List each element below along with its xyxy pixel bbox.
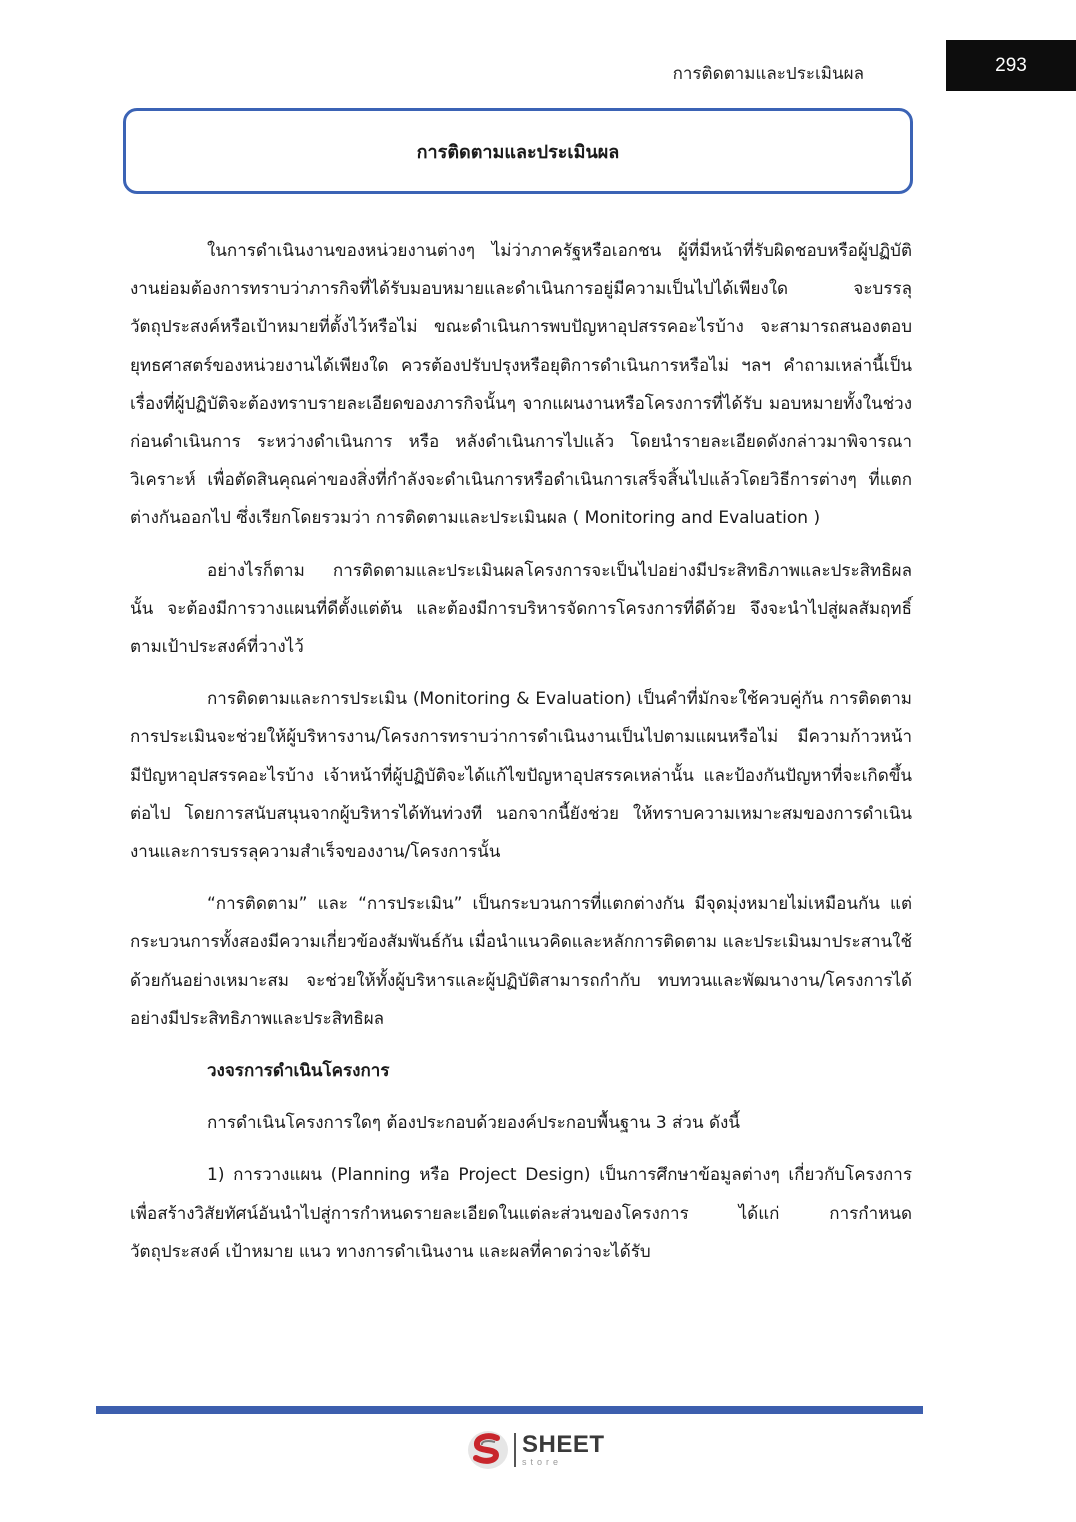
logo-sub-text: store (522, 1457, 563, 1467)
sheet-store-logo (466, 1426, 605, 1474)
paragraph-difference: “การติดตาม” และ “การประเมิน” เป็นกระบวนการที่แตกต่างกัน มีจุดมุ่งหมายไม่เหมือนกัน แต่กระบวนการทั้งสองมีความเกี่ยวข้องสัมพันธ์กัน เมื่อนำแนวคิดและหลักการติดตาม และประเมินมาประสานใช้ด้วยกันอย่างเหมาะสม จะช่วยให้ทั้งผู้บริหารและผู้ปฏิบัติสามารถกำกับ ทบทวนและพัฒนางาน/โครงการได้อย่างมีประสิทธิภาพและประสิทธิผล (130, 894, 912, 1029)
sheet-store-s-icon (466, 1428, 510, 1472)
paragraph-planning: 1) การวางแผน (Planning หรือ Project Design) เป็นการศึกษาข้อมูลต่างๆ เกี่ยวกับโครงการเพื่อสร้างวิสัยทัศน์อันนำไปสู่การกำหนดรายละเอียดในแต่ละส่วนของโครงการ ได้แก่ การกำหนดวัตถุประสงค์ เป้าหมาย แนว ทางการดำเนินงาน และผลที่คาดว่าจะได้รับ (130, 1165, 912, 1262)
title-box (123, 108, 913, 194)
paragraph-efficiency: อย่างไรก็ตาม การติดตามและประเมินผลโครงการจะเป็นไปอย่างมีประสิทธิภาพและประสิทธิผลนั้น จะต้องมีการวางแผนที่ดีตั้งแต่ต้น และต้องมีการบริหารจัดการโครงการที่ดีด้วย จึงจะนำไปสู่ผลสัมฤทธิ์ตามเป้าประสงค์ที่วางไว้ (130, 560, 912, 658)
paragraph-components: การดำเนินโครงการใดๆ ต้องประกอบด้วยองค์ประกอบพื้นฐาน 3 ส่วน ดังนี้ (207, 1113, 740, 1134)
paragraph-intro: ในการดำเนินงานของหน่วยงานต่างๆ ไม่ว่าภาครัฐหรือเอกชน ผู้ที่มีหน้าที่รับผิดชอบหรือผู้ปฏิบัติงานย่อมต้องการทราบว่าภารกิจที่ได้รับมอบหมายและดำเนินการอยู่มีความเป็นไปได้เพียงใด จะบรรลุวัตถุประสงค์หรือเป้าหมายที่ตั้งไว้หรือไม่ ขณะดำเนินการพบปัญหาอุปสรรคอะไรบ้าง จะสามารถสนองตอบยุทธศาสตร์ของหน่วยงานได้เพียงใด ควรต้องปรับปรุงหรือยุติการดำเนินการหรือไม่ ฯลฯ คำถามเหล่านี้เป็นเรื่องที่ผู้ปฏิบัติจะต้องทราบรายละเอียดของภารกิจนั้นๆ จากแผนงานหรือโครงการที่ได้รับ มอบหมายทั้งในช่วงก่อนดำเนินการ ระหว่างดำเนินการ หรือ หลังดำเนินการไปแล้ว โดยนำรายละเอียดดังกล่าวมาพิจารณา วิเคราะห์ เพื่อตัดสินคุณค่าของสิ่งที่กำลังจะดำเนินการหรือดำเนินการเสร็จสิ้นไปแล้วโดยวิธีการต่างๆ ที่แตกต่างกันออกไป ซึ่งเรียกโดยรวมว่า การติดตามและประเมินผล ( Monitoring and Evaluation ) (130, 241, 912, 529)
logo-divider (514, 1433, 516, 1467)
page-number: 293 (946, 40, 1076, 91)
page-title: การติดตามและประเมินผล (416, 141, 620, 163)
section-heading: วงจรการดำเนินโครงการ (207, 1061, 390, 1082)
body-content (130, 232, 912, 1285)
running-title: การติดตามและประเมินผล (672, 64, 864, 84)
logo-text (522, 1433, 605, 1467)
paragraph-monitoring: การติดตามและการประเมิน (Monitoring & Evaluation) เป็นคำที่มักจะใช้ควบคู่กัน การติดตามการประเมินจะช่วยให้ผู้บริหารงาน/โครงการทราบว่าการดำเนินงานเป็นไปตามแผนหรือไม่ มีความก้าวหน้า มีปัญหาอุปสรรคอะไรบ้าง เจ้าหน้าที่ผู้ปฏิบัติจะได้แก้ไขปัญหาอุปสรรคเหล่านั้น และป้องกันปัญหาที่จะเกิดขึ้นต่อไป โดยการสนับสนุนจากผู้บริหารได้ทันท่วงที นอกจากนี้ยังช่วย ให้ทราบความเหมาะสมของการดำเนินงานและการบรรลุความสำเร็จของงาน/โครงการนั้น (130, 689, 912, 863)
logo-main-text: SHEET (522, 1431, 605, 1458)
footer-rule (96, 1406, 923, 1414)
